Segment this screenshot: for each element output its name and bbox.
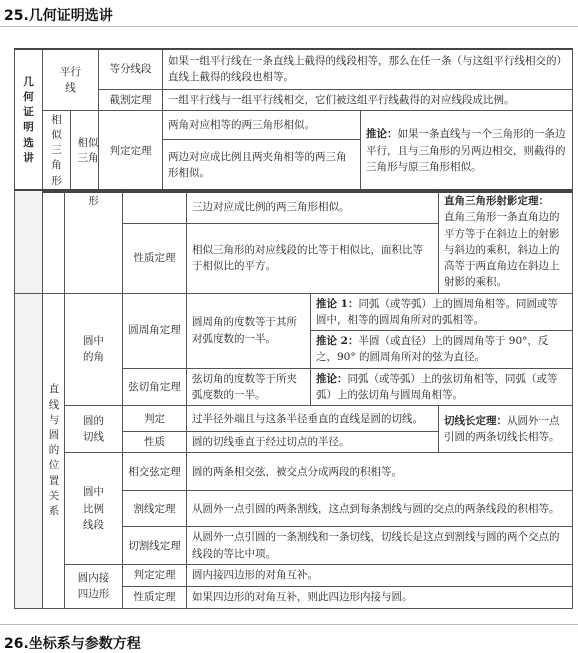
inscribed-angle-content: 圆周角的度数等于其所对弧度数的一半。 — [187, 293, 311, 368]
tangent-secant-name: 切割线定理 — [123, 527, 187, 565]
similarity-corollary-label: 推论： — [366, 128, 398, 141]
circle-category-cell — [43, 293, 65, 608]
chord-tangent-corollary-label: 推论： — [316, 372, 348, 385]
blank-cell — [43, 190, 65, 293]
shape-char: 形 — [88, 195, 99, 207]
corollary-2-label: 推论 2： — [316, 335, 359, 348]
shape-cell — [65, 190, 123, 293]
chord-tangent-content: 弦切角的度数等于所夹弧度数的一半。 — [187, 368, 311, 406]
tangent-secant-content: 从圆外一点引圆的一条割线和一条切线，切线长是这点到割线与圆的两个交点的线段的等比中项。 — [187, 527, 573, 565]
left-blank-cell — [15, 190, 43, 293]
parallel-group-cell — [43, 49, 99, 110]
main-category-cell — [15, 49, 43, 192]
similar-group-outer-cell — [43, 110, 71, 192]
geometry-proof-table-part2 — [14, 189, 573, 609]
divider — [0, 26, 578, 27]
section-25-title: 25.几何证明选讲 — [4, 8, 113, 24]
corollary-1-cell — [311, 293, 573, 331]
similar-group-inner-cell — [71, 110, 99, 192]
similarity-judge-name: 判定定理 — [99, 110, 163, 192]
similarity-corollary-cell — [361, 110, 573, 192]
divider — [0, 624, 578, 625]
intercept-theorem-content: 一组平行线与一组平行线相交，它们被这组平行线截得的对应线段成比例。 — [163, 89, 573, 110]
secant-name: 割线定理 — [123, 491, 187, 527]
inscribed-angle-group-cell — [65, 293, 123, 406]
proportion-group-label: 圆中比例线段 — [83, 486, 104, 531]
property-theorem-name: 性质定理 — [123, 224, 187, 293]
tangent-group-cell — [65, 406, 123, 453]
tangent-judge-content: 过半径外端且与这条半径垂直的直线是圆的切线。 — [187, 406, 439, 432]
inscribed-angle-name: 圆周角定理 — [123, 293, 187, 368]
tangent-length-title: 切线长定理： — [444, 415, 507, 428]
intersecting-chord-name: 相交弦定理 — [123, 453, 187, 491]
cyclic-judge-content: 圆内接四边形的对角互补。 — [187, 564, 573, 586]
similarity-corollary-text: 如果一条直线与一个三角形的一条边平行，且与三角形的另两边相交，则截得的三角形与原三角形相似。 — [366, 128, 566, 173]
similar-group-outer-label: 相似三角形 — [51, 113, 62, 187]
tangent-property-content: 圆的切线垂直于经过切点的半径。 — [187, 432, 439, 453]
similarity-judge-content-a: 两角对应相等的两三角形相似。 — [163, 110, 361, 139]
secant-content: 从圆外一点引圆的两条割线，这点到每条割线与圆的交点的两条线段的积相等。 — [187, 491, 573, 527]
sss-content: 三边对应成比例的两三角形相似。 — [187, 190, 439, 224]
geometry-proof-table-part1 — [14, 48, 573, 193]
circle-category-label: 直线与圆的位置关系 — [48, 383, 60, 518]
sss-blank — [123, 190, 187, 224]
corollary-2-text: 半圆（或直径）上的圆周角等于 90°，反之，90° 的圆周角所对的弦为直径。 — [316, 335, 549, 364]
tangent-judge-name: 判定 — [123, 406, 187, 432]
similar-group-inner-label: 相似三角 — [77, 136, 99, 164]
equal-segment-content: 如果一组平行线在一条直线上截得的线段相等，那么在任一条（与这组平行线相交的）直线上截得的线段也相等。 — [163, 49, 573, 89]
circle-left-cell — [15, 293, 43, 608]
parallel-group-label: 平行线 — [60, 65, 81, 94]
tangent-length-cell — [439, 406, 573, 453]
cyclic-judge-name: 判定定理 — [123, 564, 187, 586]
cyclic-property-name: 性质定理 — [123, 586, 187, 608]
main-category-label: 几何证明选讲 — [23, 75, 34, 164]
equal-segment-name: 等分线段 — [99, 49, 163, 89]
intersecting-chord-content: 圆的两条相交弦，被交点分成两段的积相等。 — [187, 453, 573, 491]
chord-tangent-name: 弦切角定理 — [123, 368, 187, 406]
proportion-group-cell — [65, 453, 123, 565]
cyclic-group-cell — [65, 564, 123, 608]
similarity-judge-content-b: 两边对应成比例且两夹角相等的两三角形相似。 — [163, 140, 361, 192]
corollary-2-cell — [311, 331, 573, 369]
projection-theorem-cell — [439, 190, 573, 293]
projection-theorem-text: 直角三角形一条直角边的平方等于在斜边上的射影与斜边的乘积，斜边上的高等于两直角边在斜边上射影的乘积。 — [444, 211, 560, 289]
property-theorem-content: 相似三角形的对应线段的比等于相似比，面积比等于相似比的平方。 — [187, 224, 439, 293]
cyclic-group-label: 圆内接四边形 — [77, 572, 110, 601]
chord-tangent-corollary-cell — [311, 368, 573, 406]
inscribed-angle-group-label: 圆中的角 — [83, 335, 104, 364]
cyclic-property-content: 如果四边形的对角互补，则此四边形内接与圆。 — [187, 586, 573, 608]
chord-tangent-corollary-text: 同弧（或等弧）上的弦切角相等，同弧（或等弧）上的弦切角与圆周角相等。 — [316, 372, 558, 401]
section-26-title: 26.坐标系与参数方程 — [4, 636, 141, 652]
tangent-group-label: 圆的切线 — [83, 415, 104, 444]
tangent-length-text: 从圆外一点引圆的两条切线长相等。 — [444, 415, 560, 444]
corollary-1-text: 同弧（或等弧）上的圆周角相等。同圆或等圆中，相等的圆周角所对的弧相等。 — [316, 297, 558, 326]
corollary-1-label: 推论 1： — [316, 297, 359, 310]
projection-theorem-title: 直角三角形射影定理： — [444, 195, 549, 207]
tangent-property-name: 性质 — [123, 432, 187, 453]
intercept-theorem-name: 截割定理 — [99, 89, 163, 110]
